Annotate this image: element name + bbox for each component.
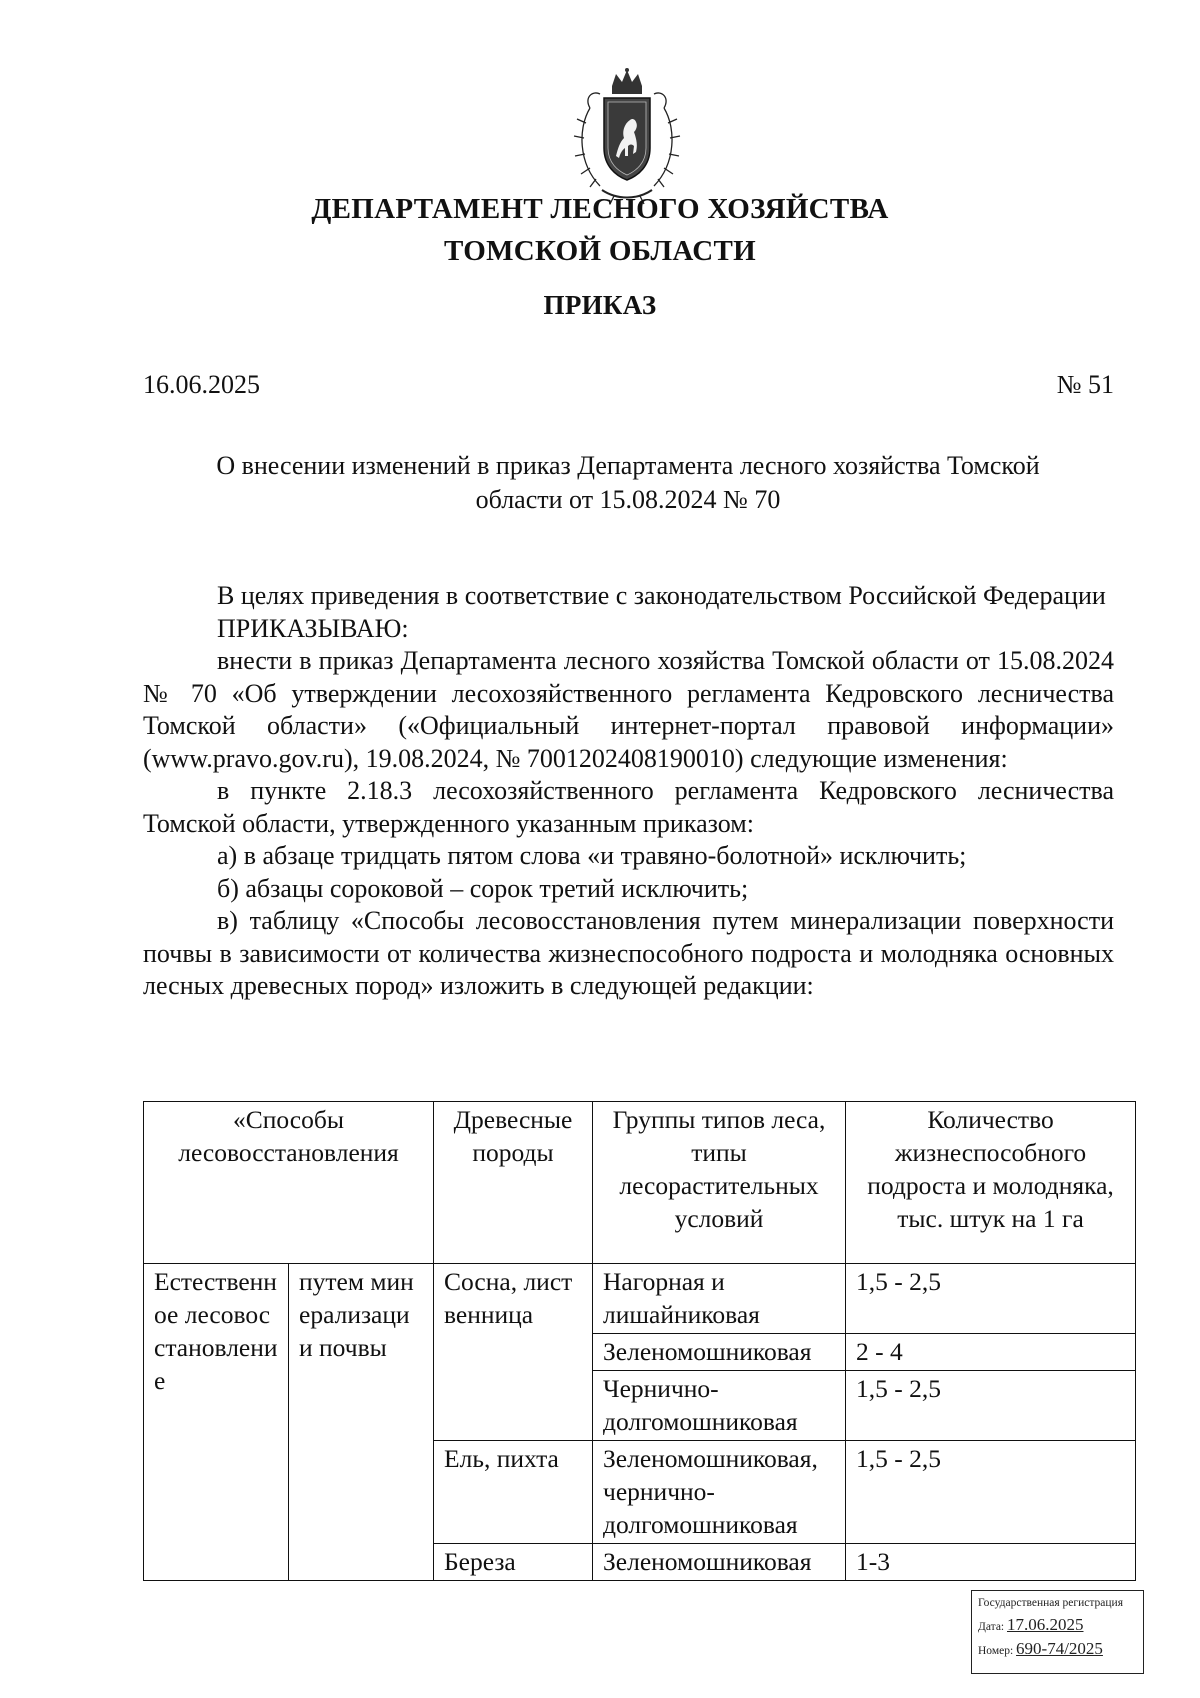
- quantity-cell: 1,5 - 2,5: [846, 1441, 1136, 1544]
- forest-type-cell: Чернично-долгомошниковая: [593, 1371, 846, 1441]
- subitem-b: б) абзацы сороковой – сорок третий исключить;: [217, 873, 749, 903]
- stamp-date-label: Дата:: [978, 1621, 1005, 1633]
- method-natural-cell: Естественное лесовосстановление: [144, 1264, 289, 1581]
- amendment-paragraph: внести в приказ Департамента лесного хозяйства Томской области от 15.08.2024 № 70 «Об утверждении лесохозяйственного регламента Кедровского лесничества Томской области» («Официальный интернет-портал правовой информации» (www.pravo.gov.ru), 19.08.2024, № 7001202408190010) следующие изменения:: [143, 646, 1114, 773]
- species-cell: Ель, пихта: [434, 1441, 593, 1544]
- forest-type-cell: Зеленомошниковая: [593, 1544, 846, 1581]
- species-cell: Сосна, лиственница: [434, 1264, 593, 1441]
- coat-of-arms-emblem: [572, 68, 682, 206]
- document-type: ПРИКАЗ: [543, 290, 657, 320]
- stamp-date-value: 17.06.2025: [1007, 1615, 1084, 1634]
- header-species: Древесные породы: [434, 1102, 593, 1264]
- forest-type-cell: Зеленомошниковая, чернично-долгомошниковая: [593, 1441, 846, 1544]
- subitem-v: в) таблицу «Способы лесовосстановления путем минерализации поверхности почвы в зависимости от количества жизнеспособного подроста и молодняка основных лесных древесных пород» изложить в следующей редакции:: [143, 906, 1114, 1000]
- quantity-cell: 2 - 4: [846, 1334, 1136, 1371]
- order-date: 16.06.2025: [143, 370, 260, 399]
- department-name-line1: ДЕПАРТАМЕНТ ЛЕСНОГО ХОЗЯЙСТВА: [311, 193, 889, 225]
- subject-line1: О внесении изменений в приказ Департамента лесного хозяйства Томской: [216, 451, 1040, 480]
- subject-line2: области от 15.08.2024 № 70: [475, 485, 781, 514]
- species-cell: Береза: [434, 1544, 593, 1581]
- forest-type-cell: Нагорная и лишайниковая: [593, 1264, 846, 1334]
- table-row: [144, 1264, 1136, 1334]
- stamp-number-label: Номер:: [978, 1645, 1014, 1657]
- header-quantity: Количество жизнеспособного подроста и молодняка, тыс. штук на 1 га: [846, 1102, 1136, 1264]
- header-methods: «Способы лесовосстановления: [144, 1102, 434, 1264]
- header-forest-types: Группы типов леса, типы лесорастительных условий: [593, 1102, 846, 1264]
- reforestation-table: [143, 1101, 1136, 1581]
- quantity-cell: 1,5 - 2,5: [846, 1264, 1136, 1334]
- preamble-paragraph: В целях приведения в соответствие с законодательством Российской Федерации: [217, 581, 1106, 610]
- stamp-title: Государственная регистрация: [978, 1597, 1123, 1609]
- stamp-number-row: [978, 1637, 1137, 1661]
- order-keyword: ПРИКАЗЫВАЮ:: [217, 613, 409, 643]
- department-name-line2: ТОМСКОЙ ОБЛАСТИ: [444, 235, 756, 267]
- order-subject: [143, 449, 1113, 517]
- registration-stamp: [971, 1590, 1144, 1674]
- quantity-cell: 1,5 - 2,5: [846, 1371, 1136, 1441]
- quantity-cell: 1-3: [846, 1544, 1136, 1581]
- stamp-date-row: [978, 1613, 1137, 1637]
- stamp-number-value: 690-74/2025: [1016, 1639, 1103, 1658]
- forest-type-cell: Зеленомошниковая: [593, 1334, 846, 1371]
- order-body: [143, 580, 1114, 1003]
- subitem-a: а) в абзаце тридцать пятом слова «и травяно-болотной» исключить;: [217, 841, 967, 870]
- order-number: № 51: [1056, 370, 1114, 399]
- table-header-row: [144, 1102, 1136, 1264]
- method-mineralization-cell: путем минерализации почвы: [289, 1264, 434, 1581]
- item-paragraph: в пункте 2.18.3 лесохозяйственного регламента Кедровского лесничества Томской области, утвержденного указанным приказом:: [143, 776, 1114, 838]
- department-name: [0, 188, 1200, 272]
